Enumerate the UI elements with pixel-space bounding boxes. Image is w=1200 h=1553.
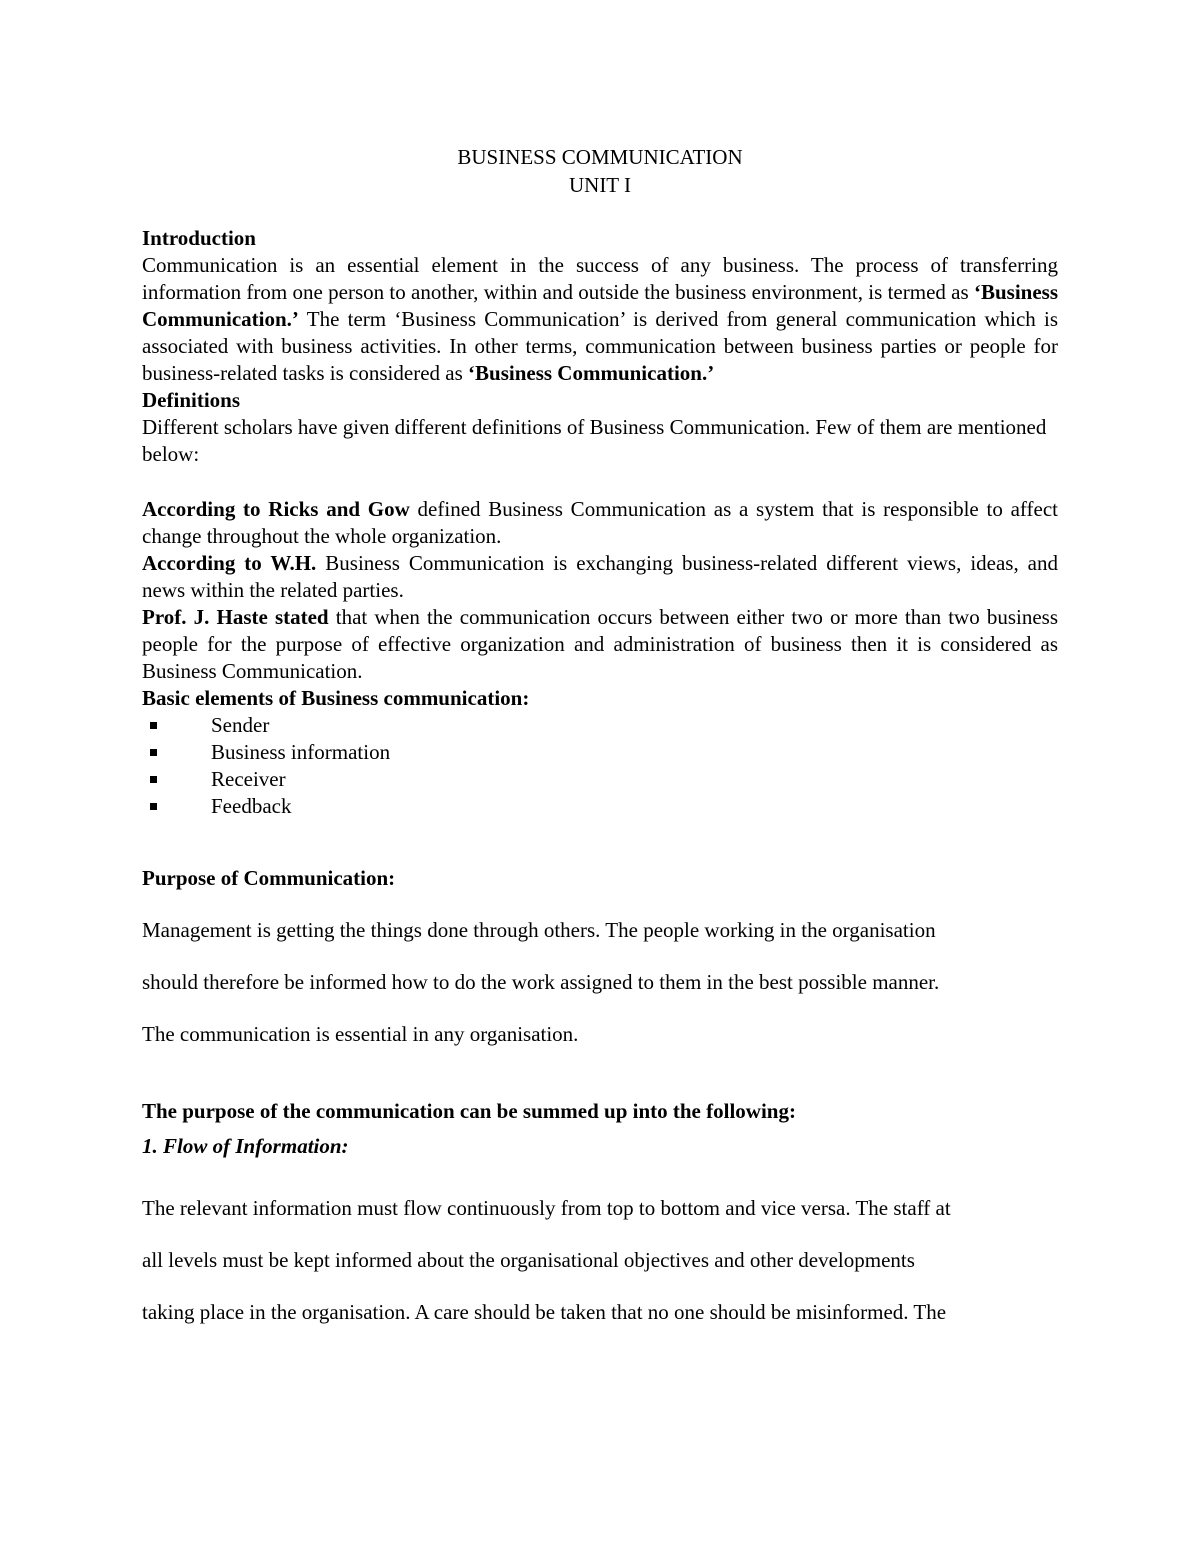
purpose-section: [142, 865, 1058, 892]
elements-list: [142, 712, 1058, 820]
flow-line-3: taking place in the organisation. A care should be taken that no one should be misinformed. The: [142, 1300, 947, 1324]
list-item: Receiver: [142, 766, 1058, 793]
square-bullet-icon: [150, 749, 157, 756]
square-bullet-icon: [150, 803, 157, 810]
purpose-body: [142, 904, 1058, 1060]
definition-ricks-gow: According to Ricks and Gow defined Business Communication as a system that is responsible to affect change throughout the whole organization.: [142, 497, 1058, 548]
definitions-list: [142, 496, 1058, 820]
square-bullet-icon: [150, 776, 157, 783]
list-item: Business information: [142, 739, 1058, 766]
introduction-paragraph: Communication is an essential element in the success of any business. The process of transferring information from one person to another, within and outside the business environment, is termed as ‘Business Communication.’ The term ‘Business Communication’ is derived from general communication which is associated with business activities. In other terms, communication between business parties or people for business-related tasks is considered as ‘Business Communication.’: [142, 253, 1058, 385]
definition-haste: Prof. J. Haste stated that when the communication occurs between either two or more than two business people for the purpose of effective organization and administration of business then it is considered as Business Communication.: [142, 605, 1058, 683]
flow-of-information-heading: 1. Flow of Information:: [142, 1134, 349, 1158]
summary-heading: The purpose of the communication can be summed up into the following:: [142, 1099, 796, 1123]
document-content: [142, 143, 1058, 1338]
introduction-section: [142, 225, 1058, 468]
flow-of-information-body: [142, 1182, 1058, 1338]
purpose-line-2: should therefore be informed how to do the work assigned to them in the best possible manner.: [142, 970, 940, 994]
summary-section: [142, 1098, 1058, 1160]
square-bullet-icon: [150, 722, 157, 729]
list-item: Sender: [142, 712, 1058, 739]
purpose-line-3: The communication is essential in any organisation.: [142, 1022, 579, 1046]
purpose-line-1: Management is getting the things done through others. The people working in the organisation: [142, 918, 936, 942]
definition-wh: According to W.H. Business Communication is exchanging business-related different views, ideas, and news within the related parties.: [142, 551, 1059, 602]
list-item: Feedback: [142, 793, 1058, 820]
purpose-heading: Purpose of Communication:: [142, 866, 396, 890]
definitions-heading: Definitions: [142, 388, 241, 412]
flow-line-1: The relevant information must flow continuously from top to bottom and vice versa. The staff at: [142, 1196, 951, 1220]
title-block: [142, 143, 1058, 199]
flow-line-2: all levels must be kept informed about the organisational objectives and other developments: [142, 1248, 915, 1272]
unit-label: UNIT I: [568, 173, 631, 197]
definitions-intro: Different scholars have given different definitions of Business Communication. Few of them are mentioned below:: [142, 415, 1047, 466]
introduction-heading: Introduction: [142, 226, 256, 250]
elements-heading: Basic elements of Business communication:: [142, 686, 530, 710]
document-title: BUSINESS COMMUNICATION: [457, 145, 743, 169]
